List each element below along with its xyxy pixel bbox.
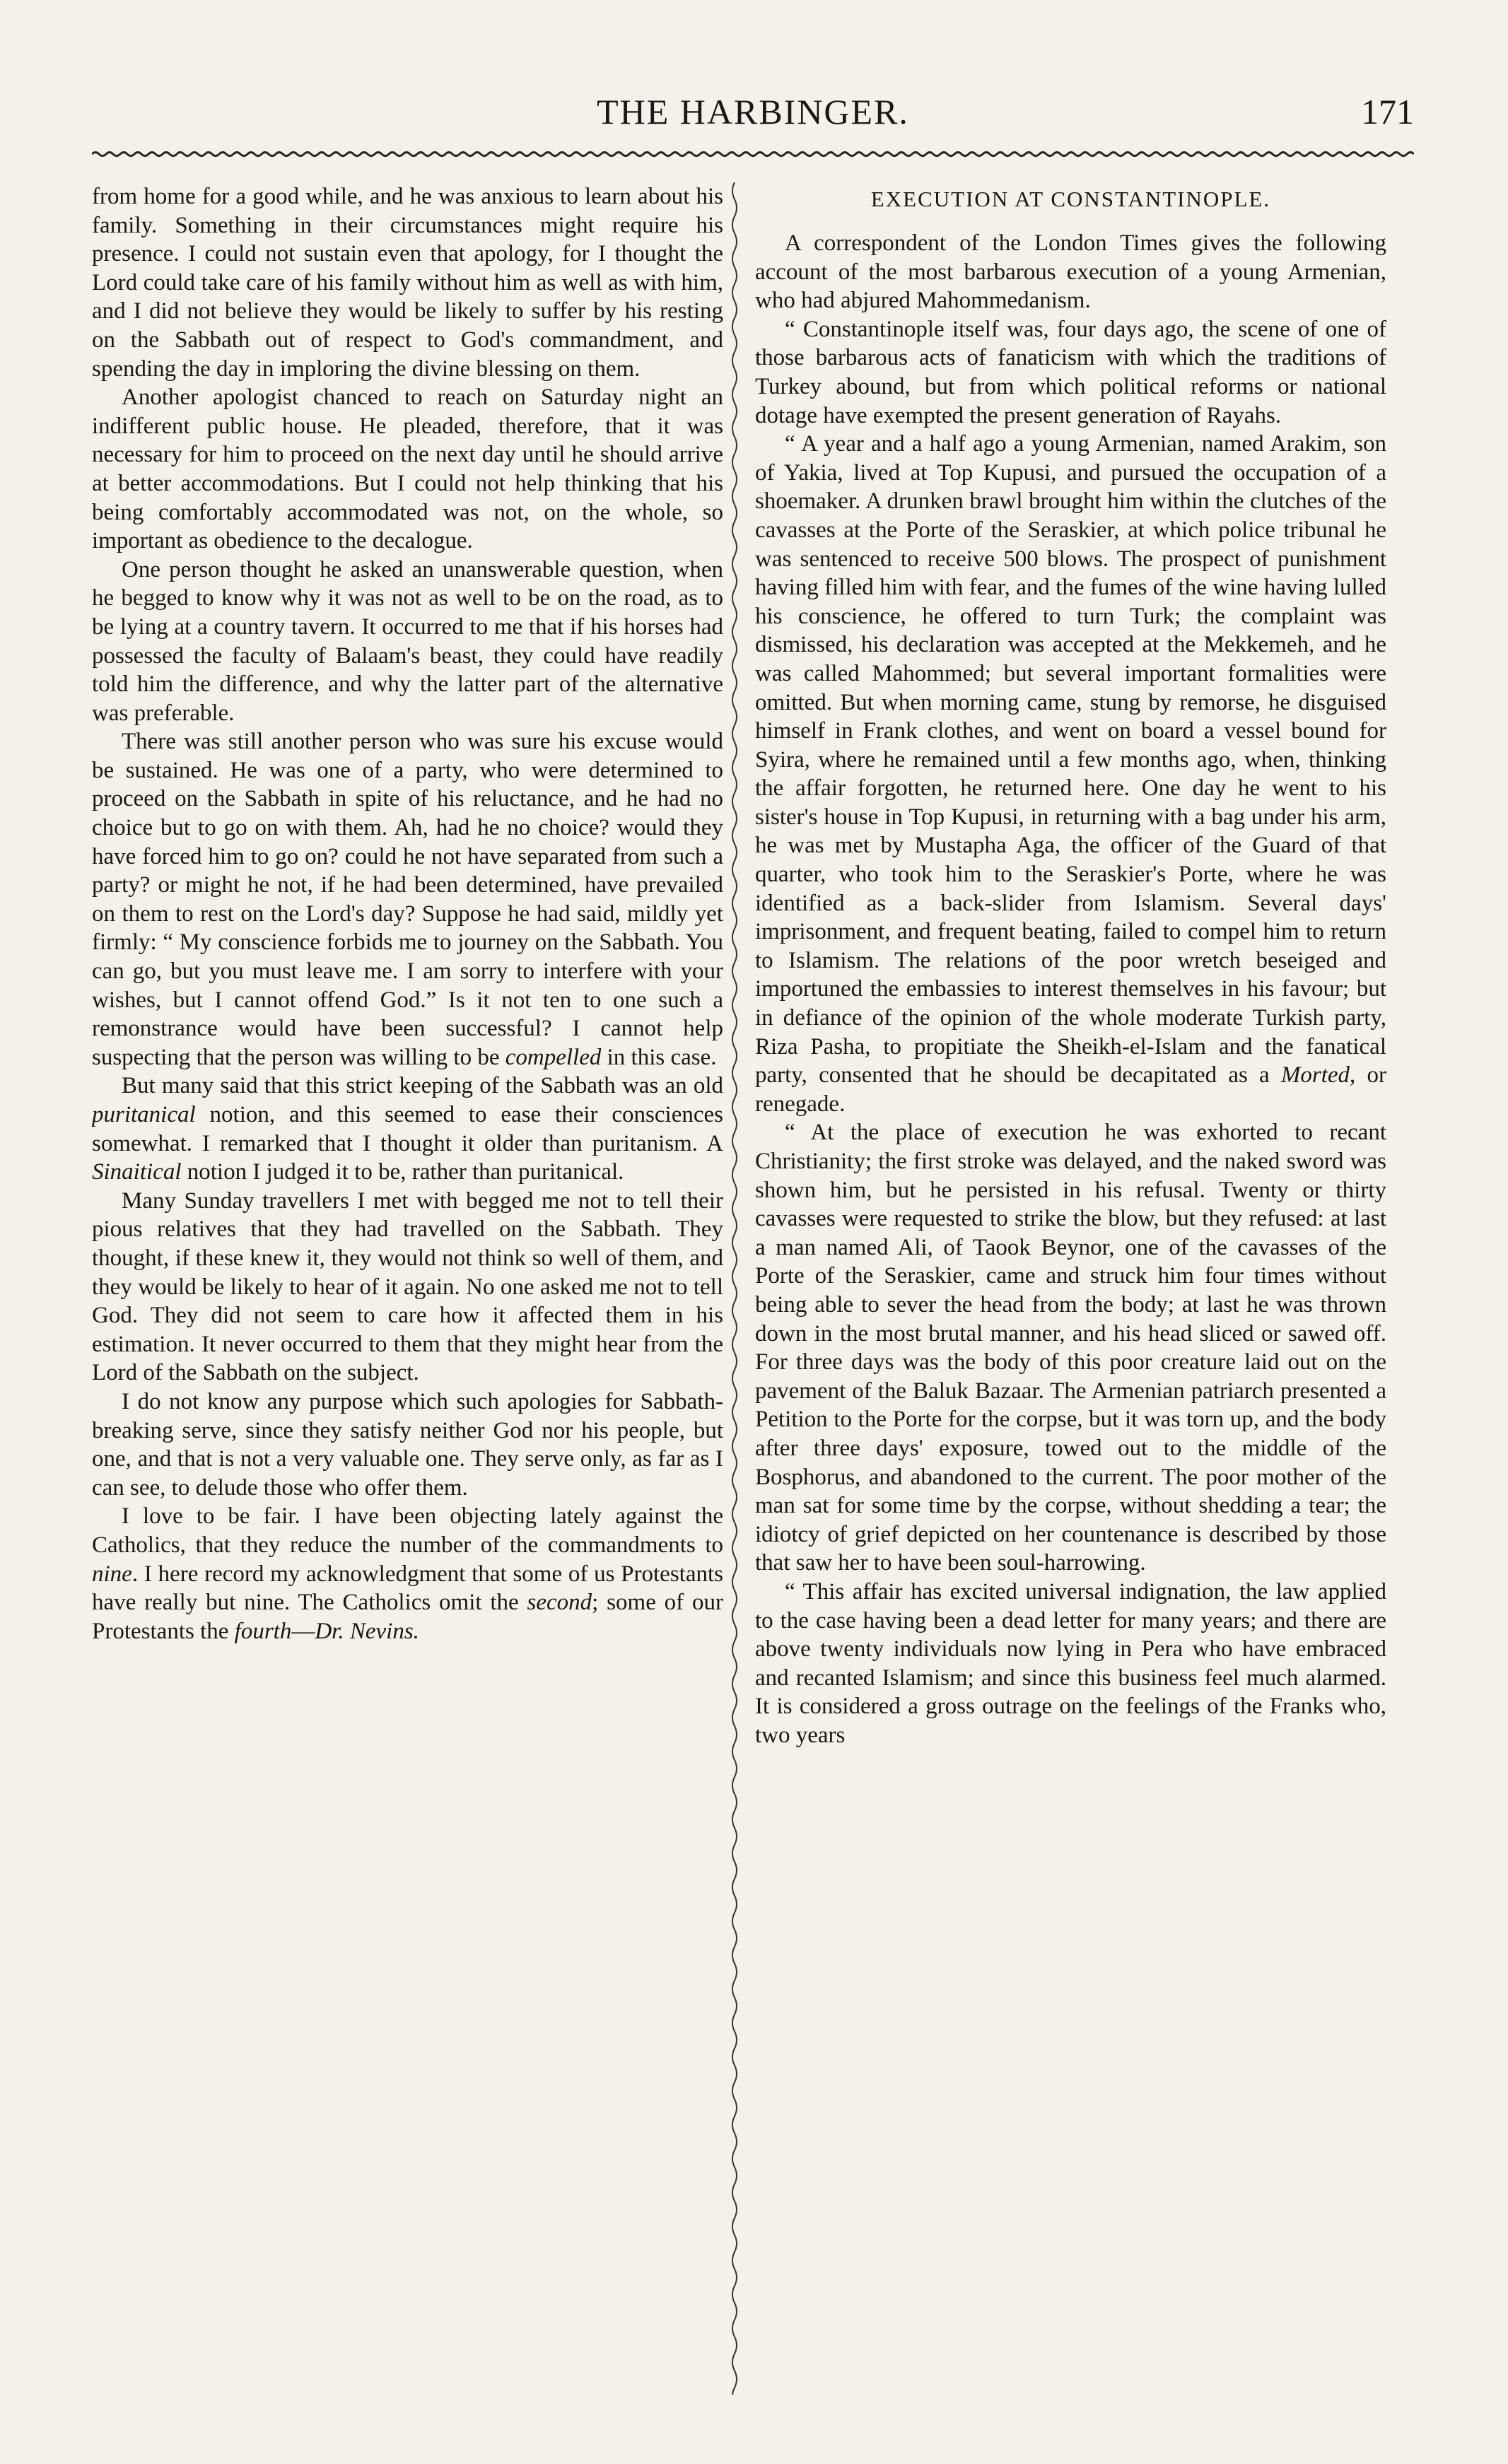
column-divider [724,182,745,2395]
paragraph [92,727,723,1072]
paragraph: “ At the place of execution he was exhorted to recant Christianity; the first stroke was delayed, and the naked sword was shown him, but he persisted in his refusal. Twenty or thirty cavasses were requested to strike the blow, but they refused: at last a man named Ali, of Taook Beynor, one of the cavasses of the Porte of the Seraskier, came and struck him four times without being able to sever the head from the body; at last he was thrown down in the most brutal manner, and his head sliced or sawed off. For three days was the body of this poor creature laid out on the pavement of the Baluk Bazaar. The Armenian patriarch presented a Petition to the Porte for the corpse, but it was torn up, and the body after three days' exposure, towed out to the middle of the Bosphorus, and abandoned to the current. The poor mother of the man sat for some time by the corpse, without shedding a tear; the idiotcy of grief depicted on her countenance is described by those that saw her to have been soul-harrowing. [755,1120,1386,1576]
right-column [755,182,1386,2409]
italic-word: compelled [505,1044,602,1070]
italic-word: second [527,1590,592,1616]
paragraph: “ Constantinople itself was, four days ago, the scene of one of those barbarous acts of fanaticism with which the traditions of Turkey abound, but from which political reforms or national dotage have exempted the present generation of Rayahs. [755,316,1386,428]
italic-word: Morted [1280,1062,1350,1089]
text-run: ; some of our Protestants the [92,1590,723,1644]
paragraph: from home for a good while, and he was anxious to learn about his family. Something in their circumstances might require his presence. I could not sustain even that apology, for I thought the Lord could take care of his family without him as well as with him, and I did not believe they would be likely to suffer by his resting on the Sabbath out of respect to God's commandment, and spending the day in imploring the divine blessing on them. [92,184,723,382]
text-run: “ A year and a half ago a young Armenian, named Arakim, son of Yakia, lived at Top Kupusi, and pursued the occupation of a shoemaker. A drunken brawl brought him within the clutches of the cavasses at the Porte of the Seraskier, at which police tribunal he was sentenced to receive 500 blows. The prospect of punishment having filled him with fear, and the fumes of the wine having lulled his conscience, he offered to turn Turk; the complaint was dismissed, his declaration was accepted at the Mekkemeh, and he was called Mahommed; but several important formalities were omitted. But when morning came, stung by remorse, he disguised himself in Frank clothes, and went on board a vessel bound for Syira, where he remained until a few months ago, when, thinking the affair forgotten, he returned here. One day he went to his sister's house in Top Kupusi, in returning with a bag under his arm, he was met by Mustapha Aga, the officer of the Guard of that quarter, who took him to the Seraskier's Porte, where he was identified as a back-slider from Islamism. Several days' imprisonment, and frequent beating, failed to compel him to return to Islamism. The relations of the poor wretch beseiged and importuned the embassies to interest themselves in his favour; but in defiance of the opinion of the whole moderate Turkish party, Riza Pasha, to propitiate the Sheikh-el-Islam and the fanatical party, consented that he should be decapitated as a [755,431,1386,1089]
text-run: There was still another person who was sure his excuse would be sustained. He was one of a party, who were determined to proceed on the Sabbath in spite of his reluctance, and he had no choice but to go on with them. Ah, had he no choice? would they have forced him to go on? could he not have separated from such a party? or might he not, if he had been determined, have prevailed on them to rest on the Lord's day? Suppose he had said, mildly yet firmly: “ My conscience forbids me to journey on the Sabbath. You can go, but you must leave me. I am sorry to interfere with your wishes, but I cannot offend God.” Is it not ten to one such a remonstrance would have been successful? I cannot help suspecting that the person was willing to be [92,729,723,1070]
text-run: But many said that this strict keeping of the Sabbath was an old [122,1073,723,1099]
paragraph [92,1072,723,1186]
paragraph [755,430,1386,1118]
author-signature: Dr. Nevins. [315,1618,419,1644]
paragraph: “ This affair has excited universal indignation, the law applied to the case having been a dead letter for many years; and there are above twenty individuals now lying in Pera who have embraced and recanted Islamism; and since this business feel much alarmed. It is considered a gross outrage on the feelings of the Franks who, two years [755,1578,1386,1748]
left-column [92,182,723,2409]
text-run: notion I judged it to be, rather than puritanical. [181,1159,624,1185]
page-header [92,83,1414,140]
section-title: EXECUTION AT CONSTANTINOPLE. [870,187,1271,211]
italic-word: Sinaitical [92,1159,182,1185]
text-run: I love to be fair. I have been objecting lately against the Catholics, that they reduce the number of the commandments to [92,1503,723,1558]
paragraph: A correspondent of the London Times gives the following account of the most barbarous execution of a young Armenian, who had abjured Mahommedanism. [755,230,1386,314]
italic-word: fourth [234,1618,292,1644]
page-number: 171 [1361,92,1414,131]
header-wavy-rule [92,150,1414,158]
paragraph: One person thought he asked an unanswerable question, when he begged to know why it was not as well to be on the road, as to be lying at a country tavern. It occurred to me that if his horses had possessed the faculty of Balaam's beast, they could have readily told him the difference, and why the latter part of the alternative was preferable. [92,556,723,726]
italic-word: nine [92,1561,132,1587]
paragraph: Many Sunday travellers I met with begged me not to tell their pious relatives that they had travelled on the Sabbath. They thought, if these knew it, they would not think so well of them, and they would be likely to hear of it again. No one asked me not to tell God. They did not seem to care how it affected them in his estimation. It never occurred to them that they might hear from the Lord of the Sabbath on the subject. [92,1187,723,1386]
text-run: notion, and this seemed to ease their consciences somewhat. I remarked that I thought it older than puritanism. A [92,1102,723,1156]
paragraph [92,1502,723,1645]
text-run: , or renegade. [755,1062,1386,1117]
text-run: in this case. [601,1044,717,1070]
running-title: THE HARBINGER. [597,92,909,131]
text-run: . I here record my acknowledgment that some of us Protestants have really but nine. The Catholics omit the [92,1561,723,1616]
paragraph: I do not know any purpose which such apologies for Sabbath-breaking serve, since they satisfy neither God nor his people, but one, and that is not a very valuable one. They serve only, as far as I can see, to delude those who offer them. [92,1388,723,1501]
text-run: — [291,1618,315,1644]
italic-word: puritanical [92,1102,196,1127]
paragraph: Another apologist chanced to reach on Saturday night an indifferent public house. He pleaded, therefore, that it was necessary for him to proceed on the next day until he should arrive at better accommodations. But I could not help thinking that his being comfortably accommodated was not, on the whole, so important as obedience to the decalogue. [92,385,723,554]
